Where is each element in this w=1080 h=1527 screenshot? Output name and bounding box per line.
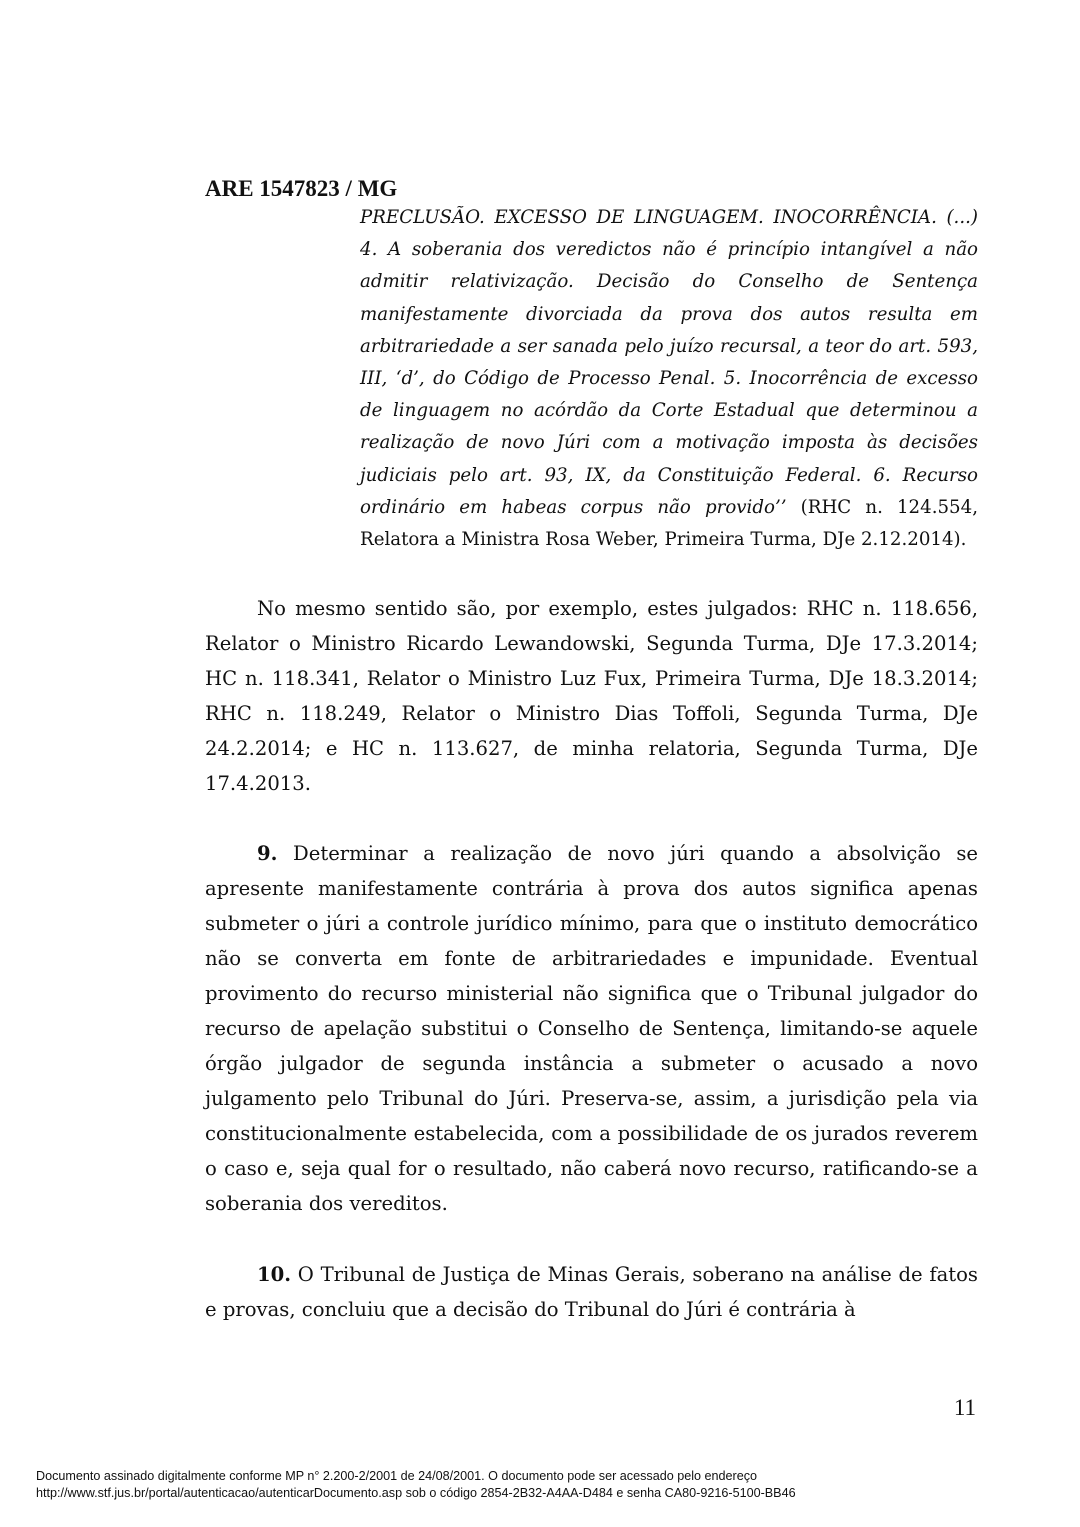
quoted-precedent [360, 202, 978, 556]
footer-line-2: http://www.stf.jus.br/portal/autenticacao/autenticarDocumento.asp sob o código 2854-2B32-A4AA-D484 e senha CA80-9216-5100-BB46 [36, 1486, 796, 1500]
case-reference: ARE 1547823 / MG [205, 176, 398, 201]
quote-italic-text: PRECLUSÃO. EXCESSO DE LINGUAGEM. INOCORRÊNCIA. (...) 4. A soberania dos veredictos não é princípio intangível a não admitir relativização. Decisão do Conselho de Sentença manifestamente divorciada da prova dos autos resulta em arbitrariedade a ser sanada pelo juízo recursal, a teor do art. 593, III, ‘d’, do Código de Processo Penal. 5. Inocorrência de excesso de linguagem no acórdão da Corte Estadual que determinou a realização de novo Júri com a motivação imposta às decisões judiciais pelo art. 93, IX, da Constituição Federal. 6. Recurso ordinário em habeas corpus não provido’’ [360, 207, 978, 518]
paragraph-number: 9. [257, 842, 278, 865]
paragraph-text: O Tribunal de Justiça de Minas Gerais, soberano na análise de fatos e provas, concluiu que a decisão do Tribunal do Júri é contrária à [205, 1263, 978, 1321]
page-number: 11 [953, 1395, 976, 1420]
paragraph-number: 10. [257, 1263, 292, 1286]
paragraph-text: No mesmo sentido são, por exemplo, estes julgados: RHC n. 118.656, Relator o Ministro Ricardo Lewandowski, Segunda Turma, DJe 17.3.2014; HC n. 118.341, Relator o Ministro Luz Fux, Primeira Turma, DJe 18.3.2014; RHC n. 118.249, Relator o Ministro Dias Toffoli, Segunda Turma, DJe 24.2.2014; e HC n. 113.627, de minha relatoria, Segunda Turma, DJe 17.4.2013. [205, 597, 978, 795]
paragraph-text: Determinar a realização de novo júri quando a absolvição se apresente manifestamente contrária à prova dos autos significa apenas submeter o júri a controle jurídico mínimo, para que o instituto democrático não se converta em fonte de arbitrariedades e impunidade. Eventual provimento do recurso ministerial não significa que o Tribunal julgador do recurso de apelação substitui o Conselho de Sentença, limitando-se aquele órgão julgador de segunda instância a submeter o acusado a novo julgamento pelo Tribunal do Júri. Preserva-se, assim, a jurisdição pela via constitucionalmente estabelecida, com a possibilidade de os jurados reverem o caso e, seja qual for o resultado, não caberá novo recurso, ratificando-se a soberania dos vereditos. [205, 842, 978, 1215]
digital-signature-footer [36, 1468, 1056, 1502]
paragraph-9 [205, 836, 978, 1221]
quote-citation: (RHC n. 124.554, Relatora a Ministra Rosa Weber, Primeira Turma, DJe 2.12.2014). [360, 496, 978, 551]
paragraph-similar-precedents [205, 591, 978, 801]
paragraph-10 [205, 1257, 978, 1327]
footer-line-1: Documento assinado digitalmente conforme MP n° 2.200-2/2001 de 24/08/2001. O documento pode ser acessado pelo endereço [36, 1469, 758, 1483]
